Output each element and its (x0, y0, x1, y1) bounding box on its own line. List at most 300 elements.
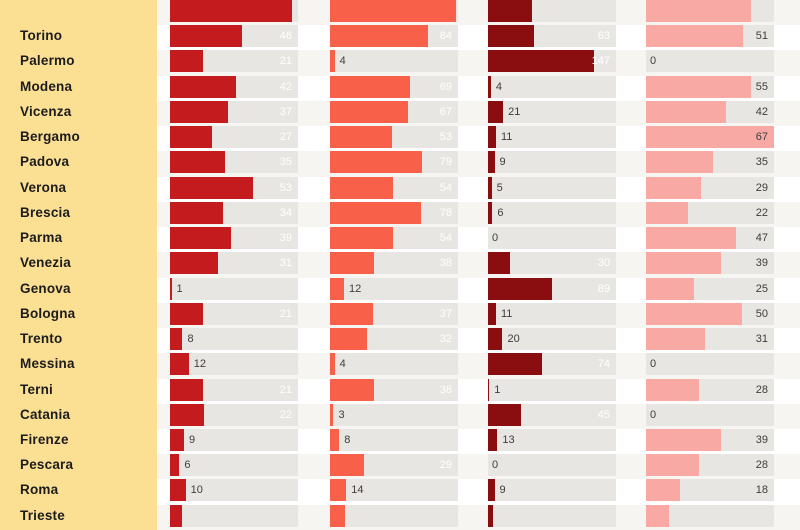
bar-series-4 (646, 505, 669, 527)
bar-series-2 (330, 0, 456, 22)
bar-series-4 (646, 101, 726, 123)
bar-track-series-4 (646, 505, 774, 527)
chart-row (0, 429, 800, 454)
bar-track-series-1 (170, 76, 298, 98)
bar-series-2 (330, 278, 344, 300)
chart-row (0, 454, 800, 479)
bar-value-label: 18 (755, 484, 768, 497)
bar-series-3 (488, 101, 503, 123)
bar-track-series-3 (488, 76, 616, 98)
bar-track-series-1 (170, 328, 298, 350)
bar-series-1 (170, 429, 184, 451)
bar-series-4 (646, 0, 751, 22)
bar-series-3 (488, 25, 534, 47)
bar-track-series-2 (330, 76, 458, 98)
row-bars-strip (157, 126, 800, 151)
bar-track-series-4 (646, 479, 774, 501)
bar-track-series-1 (170, 303, 298, 325)
bar-track-series-2 (330, 50, 458, 72)
bar-value-label: 37 (439, 307, 452, 320)
bar-value-label: 8 (187, 333, 194, 346)
bar-series-1 (170, 404, 204, 426)
bar-value-label: 63 (597, 30, 610, 43)
bar-series-3 (488, 379, 489, 401)
bar-track-series-1 (170, 126, 298, 148)
bar-track-series-3 (488, 25, 616, 47)
bar-value-label: 34 (279, 206, 292, 219)
bar-series-3 (488, 126, 496, 148)
bar-series-4 (646, 454, 699, 476)
bar-value-label: 21 (279, 307, 292, 320)
bar-series-1 (170, 202, 223, 224)
chart-row (0, 101, 800, 126)
row-bars-strip (157, 151, 800, 176)
bar-track-series-4 (646, 252, 774, 274)
bar-track-series-4 (646, 177, 774, 199)
bar-series-3 (488, 404, 521, 426)
bar-value-label: 54 (439, 181, 452, 194)
bar-value-label: 0 (492, 232, 499, 245)
bar-value-label: 35 (279, 156, 292, 169)
bar-track-series-2 (330, 454, 458, 476)
row-bars-strip (157, 353, 800, 378)
bar-value-label: 10 (190, 484, 203, 497)
chart-row (0, 303, 800, 328)
city-label: Vicenza (0, 101, 157, 126)
row-bars-strip (157, 25, 800, 50)
bar-value-label: 11 (500, 307, 513, 320)
chart-row (0, 505, 800, 530)
bar-value-label: 147 (591, 55, 610, 68)
bar-track-series-1 (170, 25, 298, 47)
bar-value-label: 9 (499, 156, 506, 169)
bar-value-label: 39 (755, 433, 768, 446)
bar-track-series-2 (330, 202, 458, 224)
bar-series-4 (646, 151, 713, 173)
row-bars-strip (157, 252, 800, 277)
bar-track-series-4 (646, 50, 774, 72)
chart-row (0, 0, 800, 25)
bar-value-label: 50 (755, 307, 768, 320)
bar-value-label: 28 (755, 459, 768, 472)
bar-track-series-4 (646, 25, 774, 47)
bar-track-series-4 (646, 151, 774, 173)
bar-value-label: 74 (597, 358, 610, 371)
bar-value-label: 55 (755, 80, 768, 93)
city-label: Palermo (0, 50, 157, 75)
bar-track-series-3 (488, 379, 616, 401)
chart-row (0, 479, 800, 504)
bar-track-series-3 (488, 278, 616, 300)
row-bars-strip (157, 429, 800, 454)
city-label: Trieste (0, 505, 157, 530)
bar-value-label: 22 (755, 206, 768, 219)
bar-track-series-2 (330, 227, 458, 249)
bar-track-series-1 (170, 404, 298, 426)
row-bars-strip (157, 202, 800, 227)
bar-value-label: 67 (439, 105, 452, 118)
bar-series-4 (646, 252, 721, 274)
bar-series-4 (646, 227, 736, 249)
bar-track-series-3 (488, 505, 616, 527)
bar-track-series-2 (330, 278, 458, 300)
chart-row (0, 353, 800, 378)
bar-series-2 (330, 404, 333, 426)
bar-series-2 (330, 151, 422, 173)
bar-series-2 (330, 76, 410, 98)
bar-value-label: 21 (279, 383, 292, 396)
bar-value-label: 6 (184, 459, 191, 472)
city-label: Roma (0, 479, 157, 504)
bar-value-label: 8 (344, 433, 351, 446)
bar-value-label: 31 (279, 257, 292, 270)
bar-track-series-3 (488, 328, 616, 350)
row-bars-strip (157, 50, 800, 75)
bar-value-label: 12 (348, 282, 362, 295)
bar-value-label: 78 (439, 206, 452, 219)
bar-track-series-4 (646, 202, 774, 224)
bar-series-1 (170, 126, 212, 148)
bar-track-series-4 (646, 303, 774, 325)
bar-series-2 (330, 101, 408, 123)
bar-value-label: 42 (755, 105, 768, 118)
bar-series-2 (330, 177, 393, 199)
bar-series-3 (488, 50, 594, 72)
bar-series-2 (330, 429, 339, 451)
bar-series-4 (646, 479, 680, 501)
row-bars-strip (157, 454, 800, 479)
bar-track-series-2 (330, 404, 458, 426)
chart-row (0, 379, 800, 404)
bar-track-series-3 (488, 50, 616, 72)
bar-value-label: 31 (755, 333, 768, 346)
bar-value-label: 28 (755, 383, 768, 396)
bar-track-series-1 (170, 101, 298, 123)
bar-series-2 (330, 328, 367, 350)
chart-row (0, 278, 800, 303)
bar-series-2 (330, 454, 364, 476)
row-bars-strip (157, 177, 800, 202)
bar-track-series-2 (330, 303, 458, 325)
bar-track-series-1 (170, 252, 298, 274)
bar-track-series-1 (170, 0, 298, 22)
chart-row (0, 404, 800, 429)
bar-series-1 (170, 151, 225, 173)
bar-series-2 (330, 303, 373, 325)
bar-track-series-2 (330, 101, 458, 123)
bar-value-label: 67 (755, 131, 768, 144)
bar-series-2 (330, 227, 393, 249)
bar-value-label: 9 (189, 433, 196, 446)
bar-series-1 (170, 25, 242, 47)
bar-track-series-4 (646, 353, 774, 375)
bar-series-3 (488, 151, 495, 173)
bar-value-label: 30 (597, 257, 610, 270)
bar-series-4 (646, 303, 742, 325)
bar-series-1 (170, 353, 189, 375)
bar-value-label: 21 (508, 105, 521, 118)
city-label: Verona (0, 177, 157, 202)
bar-value-label: 4 (339, 358, 346, 371)
bar-track-series-4 (646, 278, 774, 300)
bar-series-4 (646, 177, 701, 199)
bar-value-label: 4 (495, 80, 503, 93)
bar-track-series-2 (330, 479, 458, 501)
chart-row (0, 227, 800, 252)
chart-row (0, 177, 800, 202)
bar-value-label: 0 (650, 408, 657, 421)
bar-track-series-1 (170, 227, 298, 249)
bar-value-label: 21 (279, 55, 292, 68)
bar-value-label: 25 (755, 282, 768, 295)
bar-series-3 (488, 353, 542, 375)
bar-track-series-1 (170, 505, 298, 527)
bar-series-4 (646, 202, 688, 224)
bar-series-2 (330, 25, 428, 47)
chart-row (0, 151, 800, 176)
bar-series-1 (170, 328, 182, 350)
bar-series-3 (488, 303, 496, 325)
bar-series-4 (646, 379, 699, 401)
bar-track-series-2 (330, 177, 458, 199)
bar-value-label: 6 (497, 206, 504, 219)
row-bars-strip (157, 101, 800, 126)
bar-value-label: 46 (279, 30, 292, 43)
city-label: Pescara (0, 454, 157, 479)
bar-track-series-4 (646, 101, 774, 123)
bar-series-2 (330, 50, 335, 72)
chart-row (0, 76, 800, 101)
bar-series-1 (170, 101, 228, 123)
bar-series-3 (488, 76, 491, 98)
bar-series-1 (170, 50, 203, 72)
bar-value-label: 3 (338, 408, 345, 421)
bar-track-series-1 (170, 177, 298, 199)
bar-track-series-1 (170, 379, 298, 401)
bar-track-series-3 (488, 429, 616, 451)
bar-series-2 (330, 252, 374, 274)
bar-value-label: 37 (279, 105, 292, 118)
chart-row (0, 25, 800, 50)
bar-value-label: 11 (500, 131, 513, 144)
bar-value-label: 32 (439, 333, 452, 346)
bar-track-series-4 (646, 0, 774, 22)
bar-track-series-1 (170, 50, 298, 72)
bar-series-1 (170, 177, 253, 199)
bar-series-2 (330, 505, 345, 527)
chart-row (0, 50, 800, 75)
bar-track-series-4 (646, 76, 774, 98)
bar-value-label: 0 (492, 459, 499, 472)
bar-value-label: 22 (279, 408, 292, 421)
bar-value-label: 39 (279, 232, 292, 245)
bar-track-series-3 (488, 227, 616, 249)
city-label: Messina (0, 353, 157, 378)
city-label: Bergamo (0, 126, 157, 151)
bar-value-label: 84 (439, 30, 452, 43)
bar-series-1 (170, 227, 231, 249)
bar-series-1 (170, 379, 203, 401)
bar-value-label: 69 (439, 80, 452, 93)
bar-series-1 (170, 278, 172, 300)
bar-track-series-3 (488, 303, 616, 325)
row-bars-strip (157, 505, 800, 530)
bar-series-3 (488, 252, 510, 274)
bar-track-series-2 (330, 328, 458, 350)
chart-row (0, 126, 800, 151)
bar-track-series-2 (330, 353, 458, 375)
row-bars-strip (157, 404, 800, 429)
bar-value-label: 39 (755, 257, 768, 270)
bar-track-series-4 (646, 429, 774, 451)
bar-track-series-3 (488, 353, 616, 375)
bar-track-series-3 (488, 0, 616, 22)
bar-track-series-4 (646, 454, 774, 476)
row-bars-strip (157, 227, 800, 252)
bar-value-label: 20 (507, 333, 520, 346)
bar-track-series-2 (330, 252, 458, 274)
bar-track-series-3 (488, 151, 616, 173)
bar-value-label: 13 (502, 433, 515, 446)
bar-track-series-1 (170, 151, 298, 173)
row-bars-strip (157, 76, 800, 101)
bar-series-2 (330, 353, 335, 375)
bar-track-series-3 (488, 404, 616, 426)
bar-track-series-2 (330, 379, 458, 401)
chart-row (0, 252, 800, 277)
bar-track-series-2 (330, 151, 458, 173)
city-label: Catania (0, 404, 157, 429)
bar-series-3 (488, 479, 495, 501)
bar-track-series-3 (488, 252, 616, 274)
bar-value-label: 1 (494, 383, 501, 396)
bar-track-series-4 (646, 404, 774, 426)
bar-series-3 (488, 328, 502, 350)
bar-track-series-1 (170, 202, 298, 224)
bar-track-series-1 (170, 353, 298, 375)
bar-series-1 (170, 252, 218, 274)
bar-value-label: 27 (279, 131, 292, 144)
city-label: Parma (0, 227, 157, 252)
bar-series-2 (330, 202, 421, 224)
bar-value-label: 53 (439, 131, 452, 144)
bar-value-label: 79 (439, 156, 452, 169)
bar-series-3 (488, 202, 492, 224)
bar-track-series-1 (170, 278, 298, 300)
bar-series-3 (488, 278, 552, 300)
city-label: Terni (0, 379, 157, 404)
bar-value-label: 9 (499, 484, 506, 497)
bar-series-4 (646, 429, 721, 451)
bar-value-label: 5 (496, 181, 503, 194)
bar-value-label: 1 (176, 282, 183, 295)
bar-value-label: 29 (755, 181, 768, 194)
bar-value-label: 38 (439, 383, 452, 396)
bar-value-label: 0 (650, 358, 657, 371)
bar-value-label: 89 (597, 282, 610, 295)
bar-track-series-4 (646, 227, 774, 249)
bar-value-label: 14 (351, 484, 364, 497)
bar-track-series-4 (646, 126, 774, 148)
city-label: Padova (0, 151, 157, 176)
bar-track-series-4 (646, 379, 774, 401)
bar-series-4 (646, 278, 694, 300)
bar-track-series-1 (170, 479, 298, 501)
bar-track-series-3 (488, 479, 616, 501)
bar-series-3 (488, 429, 497, 451)
bar-track-series-2 (330, 0, 458, 22)
city-label: Firenze (0, 429, 157, 454)
bar-series-3 (488, 177, 492, 199)
city-label (0, 0, 157, 25)
bar-series-4 (646, 25, 743, 47)
bar-value-label: 53 (279, 181, 292, 194)
bar-track-series-3 (488, 177, 616, 199)
bar-value-label: 42 (279, 80, 292, 93)
bar-series-1 (170, 505, 182, 527)
bar-series-2 (330, 126, 392, 148)
city-label: Bologna (0, 303, 157, 328)
bar-value-label: 35 (755, 156, 768, 169)
bar-value-label: 51 (755, 30, 768, 43)
city-label: Torino (0, 25, 157, 50)
bar-track-series-2 (330, 25, 458, 47)
chart-row (0, 202, 800, 227)
city-label: Trento (0, 328, 157, 353)
bar-value-label: 0 (650, 55, 657, 68)
bar-value-label: 47 (755, 232, 768, 245)
bar-series-1 (170, 479, 186, 501)
bar-series-3 (488, 505, 493, 527)
bar-track-series-3 (488, 202, 616, 224)
row-bars-strip (157, 0, 800, 25)
row-bars-strip (157, 379, 800, 404)
bar-value-label: 45 (597, 408, 610, 421)
bar-track-series-1 (170, 454, 298, 476)
row-bars-strip (157, 479, 800, 504)
city-label: Modena (0, 76, 157, 101)
city-label: Brescia (0, 202, 157, 227)
city-label: Genova (0, 278, 157, 303)
bar-track-series-1 (170, 429, 298, 451)
bar-track-series-2 (330, 429, 458, 451)
bar-series-4 (646, 76, 751, 98)
bar-series-2 (330, 379, 374, 401)
bar-series-2 (330, 479, 346, 501)
bar-track-series-3 (488, 126, 616, 148)
bar-track-series-4 (646, 328, 774, 350)
bar-value-label: 12 (193, 358, 206, 371)
city-label: Venezia (0, 252, 157, 277)
row-bars-strip (157, 278, 800, 303)
bar-track-series-2 (330, 126, 458, 148)
bar-series-1 (170, 454, 179, 476)
row-bars-strip (157, 328, 800, 353)
bar-value-label: 38 (439, 257, 452, 270)
chart-row (0, 328, 800, 353)
bar-series-3 (488, 0, 532, 22)
bar-track-series-3 (488, 454, 616, 476)
bar-series-1 (170, 303, 203, 325)
bar-series-4 (646, 328, 705, 350)
bar-track-series-3 (488, 101, 616, 123)
bar-series-1 (170, 0, 292, 22)
bar-value-label: 54 (439, 232, 452, 245)
bar-track-series-2 (330, 505, 458, 527)
row-bars-strip (157, 303, 800, 328)
bar-series-1 (170, 76, 236, 98)
bar-value-label: 4 (339, 55, 346, 68)
